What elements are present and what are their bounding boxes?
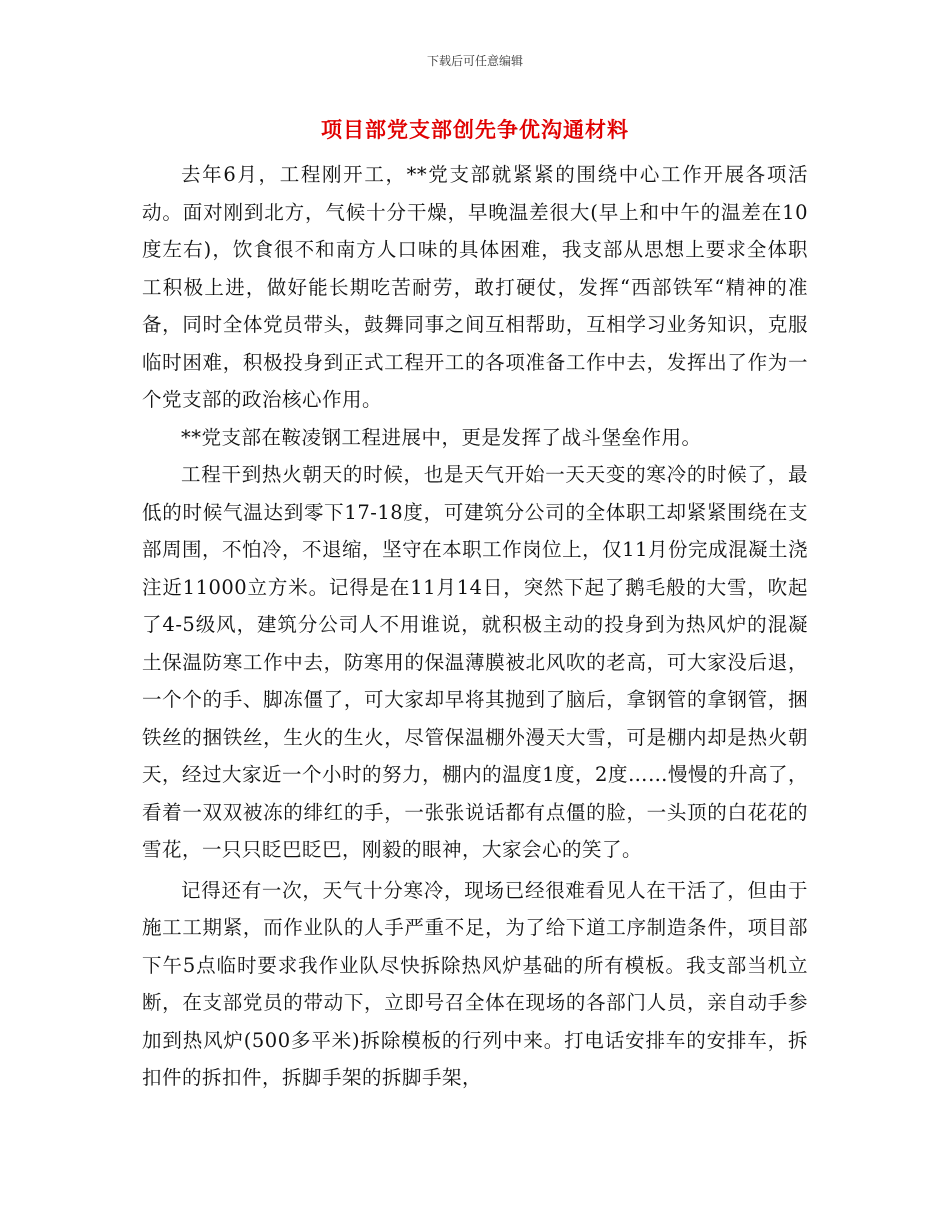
document-body bbox=[142, 156, 808, 1097]
paragraph-4: 记得还有一次，天气十分寒冷，现场已经很难看见人在干活了，但由于施工工期紧，而作业队的人手严重不足，为了给下道工序制造条件，项目部下午5点临时要求我作业队尽快拆除热风炉基础的所有模板。我支部当机立断，在支部党员的带动下，立即号召全体在现场的各部门人员，亲自动手参加到热风炉(500多平米)拆除模板的行列中来。打电话安排车的安排车，拆扣件的拆扣件，拆脚手架的拆脚手架， bbox=[142, 878, 808, 1089]
paragraph-3: 工程干到热火朝天的时候，也是天气开始一天天变的寒冷的时候了，最低的时候气温达到零下17-18度，可建筑分公司的全体职工却紧紧围绕在支部周围，不怕冷，不退缩，坚守在本职工作岗位上，仅11月份完成混凝土浇注近11000立方米。记得是在11月14日，突然下起了鹅毛般的大雪，吹起了4-5级风，建筑分公司人不用谁说，就积极主动的投身到为热风炉的混凝土保温防寒工作中去，防寒用的保温薄膜被北风吹的老高，可大家没后退，一个个的手、脚冻僵了，可大家却早将其抛到了脑后，拿钢管的拿钢管，捆铁丝的捆铁丝，生火的生火，尽管保温棚外漫天大雪，可是棚内却是热火朝天，经过大家近一个小时的努力，棚内的温度1度，2度……慢慢的升高了，看着一双双被冻的绯红的手，一张张说话都有点僵的脸，一头顶的白花花的雪花，一只只眨巴眨巴，刚毅的眼神，大家会心的笑了。 bbox=[142, 463, 808, 861]
paragraph-1: 去年6月，工程刚开工，**党支部就紧紧的围绕中心工作开展各项活动。面对刚到北方，气候十分干燥，早晚温差很大(早上和中午的温差在10度左右)，饮食很不和南方人口味的具体困难，我支部从思想上要求全体职工积极上进，做好能长期吃苦耐劳，敢打硬仗，发挥“西部铁军“精神的准备，同时全体党员带头，鼓舞同事之间互相帮助，互相学习业务知识，克服临时困难，积极投身到正式工程开工的各项准备工作中去，发挥出了作为一个党支部的政治核心作用。 bbox=[142, 163, 808, 411]
paragraph-2: **党支部在鞍凌钢工程进展中，更是发挥了战斗堡垒作用。 bbox=[181, 425, 702, 449]
document-title: 项目部党支部创先争优沟通材料 bbox=[321, 117, 629, 142]
header-note: 下载后可任意编辑 bbox=[426, 54, 523, 68]
